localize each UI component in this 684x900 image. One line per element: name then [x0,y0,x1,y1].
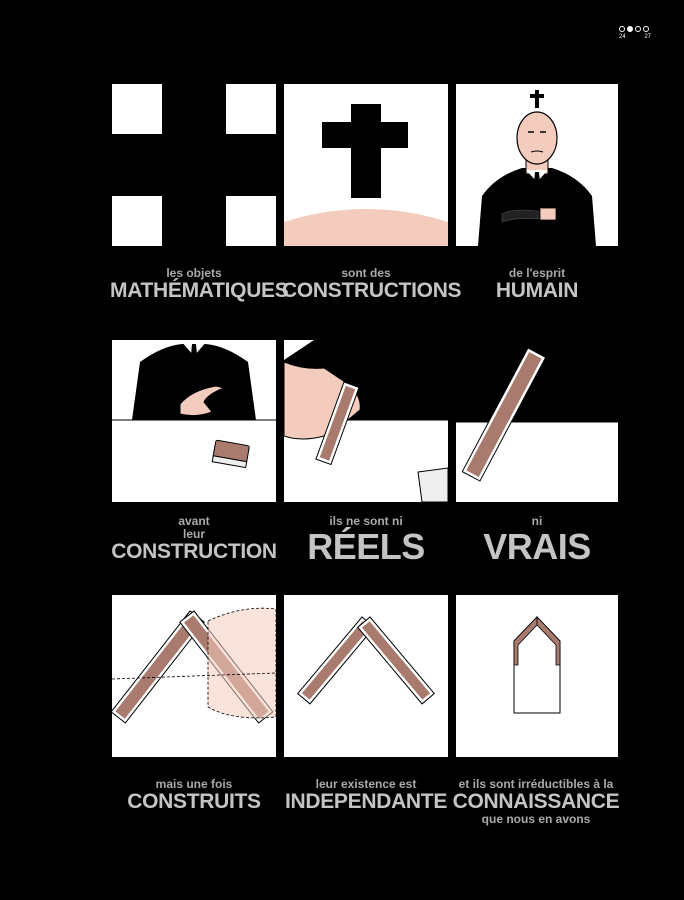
panel-card-pair [284,595,448,757]
caption-main: RÉELS [307,526,425,567]
caption-6 [453,515,621,566]
caption-main: CONNAISSANCE [452,790,620,813]
caption-main: MATHÉMATIQUES [110,279,289,302]
cross-illustration [284,84,448,246]
caption-pre: sont des [341,266,391,280]
page-dots [619,26,653,32]
caption-3 [453,267,621,302]
page-number-left: 24 [619,34,626,40]
panel-bald-man [456,84,618,246]
caption-7 [110,778,278,813]
caption-main: CONSTRUITS [127,790,261,813]
caption-pre2: leur [182,527,205,541]
page-dot-active [627,26,633,32]
caption-pre: et ils sont irréductibles à la [458,777,614,791]
caption-9 [446,778,626,826]
leaning-card-illustration [456,340,618,502]
caption-pre: de l'esprit [508,266,566,280]
caption-1 [110,266,289,302]
caption-2 [282,266,462,302]
panel-grid-squares [112,84,276,246]
caption-main: CONSTRUCTIONS [282,279,462,302]
page-number-right: 27 [644,34,651,40]
caption-main: HUMAIN [495,279,579,302]
caption-main: CONSTRUCTION [111,540,277,563]
panel-hand-holding-card [284,340,448,502]
panel-hand-building-cards [112,595,276,757]
caption-main: VRAIS [483,526,591,567]
panel-cross-on-head [284,84,448,246]
caption-pre: ils ne sont ni [329,514,403,528]
card-house-outline-illustration [456,595,618,757]
caption-post: que nous en avons [481,812,591,826]
card-house-hand-illustration [112,595,276,757]
panel-card-house-outline [456,595,618,757]
grid-illustration [112,84,276,246]
card-pair-illustration [284,595,448,757]
caption-pre: mais une fois [155,777,233,791]
man-table-illustration [112,340,276,502]
panel-man-at-table [112,340,276,502]
page-dot [643,26,649,32]
caption-main: INDEPENDANTE [284,790,448,813]
caption-pre: avant [178,514,210,528]
page-dot [635,26,641,32]
caption-pre: les objets [166,266,222,280]
caption-pre: ni [531,514,543,528]
caption-pre: leur existence est [315,777,417,791]
page-indicator [619,26,653,48]
caption-4 [110,515,278,563]
caption-8 [282,778,450,813]
panel-leaning-card [456,340,618,502]
hand-card-illustration [284,340,448,502]
bald-man-illustration [456,84,618,246]
caption-5 [282,515,450,566]
page-dot [619,26,625,32]
